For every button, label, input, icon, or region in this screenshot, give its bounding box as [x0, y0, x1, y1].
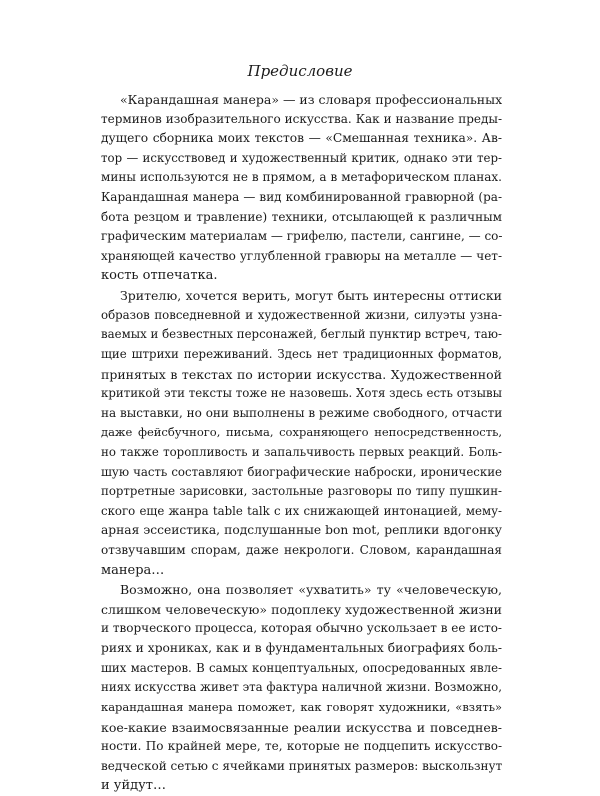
text-line: критикой эти тексты тоже не назовешь. Хотя здесь есть отзывы — [101, 386, 502, 401]
text-line: тор — искусствовед и художественный критик, однако эти тер- — [101, 150, 502, 165]
text-line: отзвучавшим спорам, даже некрологи. Словом, карандашная — [101, 543, 502, 558]
text-line: ниях искусства живет эта фактура наличной жизни. Возможно, — [101, 680, 502, 695]
text-line: бота резцом и травление) техники, отсылающей к различным — [101, 209, 502, 224]
text-line: арная эссеистика, подслушанные bon mot, реплики вдогонку — [101, 523, 502, 538]
text-line: щие штрихи переживаний. Здесь нет традиционных форматов, — [101, 346, 502, 361]
text-line: храняющей качество углубленной гравюры на металле — чет- — [101, 248, 502, 263]
text-line: на выставки, но они выполнены в режиме свободного, отчасти — [101, 405, 502, 420]
text-line: риях и хрониках, как и в фундаментальных биографиях боль- — [101, 641, 502, 656]
text-line: ведческой сетью с ячейками принятых размеров: выскользнут — [101, 758, 502, 773]
text-line: кость отпечатка. — [101, 268, 218, 284]
text-line: но также торопливость и запальчивость первых реакций. Боль- — [101, 444, 502, 459]
text-line: терминов изобразительного искусства. Как и название преды- — [101, 111, 502, 126]
text-line: кое-какие взаимосвязанные реалии искусства и повседнев- — [101, 719, 502, 735]
text-line: «Карандашная манера» — из словаря профессиональных — [120, 92, 502, 107]
text-line: и уйдут… — [101, 778, 166, 794]
text-line: ского еще жанра table talk с их снижающей интонацией, мему- — [101, 503, 502, 518]
text-line: ности. По крайней мере, те, которые не подцепить искусство- — [101, 739, 502, 754]
page-title: Предисловие — [247, 62, 353, 80]
text-line: ваемых и безвестных персонажей, беглый пунктир встреч, таю- — [101, 327, 502, 342]
text-line: Возможно, она позволяет «ухватить» ту «человеческую, — [120, 582, 502, 598]
text-line: карандашная манера поможет, как говорят художники, «взять» — [101, 699, 502, 714]
text-line: образов повседневной и художественной жизни, силуэты узна- — [101, 307, 502, 322]
text-line: и творческого процесса, которая обычно ускользает в ее исто- — [101, 621, 502, 636]
text-line: даже фейсбучного, письма, сохраняющего непосредственность, — [101, 425, 502, 440]
text-line: дущего сборника моих текстов — «Смешанная техника». Ав- — [101, 131, 502, 146]
text-line: портретные зарисовки, застольные разговоры по типу пушкин- — [101, 484, 502, 499]
text-line: Зрителю, хочется верить, могут быть интересны оттиски — [120, 288, 502, 304]
body-text — [101, 90, 502, 796]
text-line: Карандашная манера — вид комбинированной гравюрной (ра- — [101, 190, 502, 205]
text-line: ших мастеров. В самых концептуальных, опосредованных явле- — [101, 660, 502, 675]
text-line: манера… — [101, 562, 165, 578]
text-line: шую часть составляют биографические наброски, иронические — [101, 464, 502, 479]
text-line: мины используются не в прямом, а в метафорическом планах. — [101, 170, 502, 185]
text-line: принятых в текстах по истории искусства. Художественной — [101, 366, 502, 382]
text-line: графическим материалам — грифелю, пастели, сангине, — со- — [101, 229, 502, 244]
text-line: слишком человеческую» подоплеку художественной жизни — [101, 601, 502, 617]
